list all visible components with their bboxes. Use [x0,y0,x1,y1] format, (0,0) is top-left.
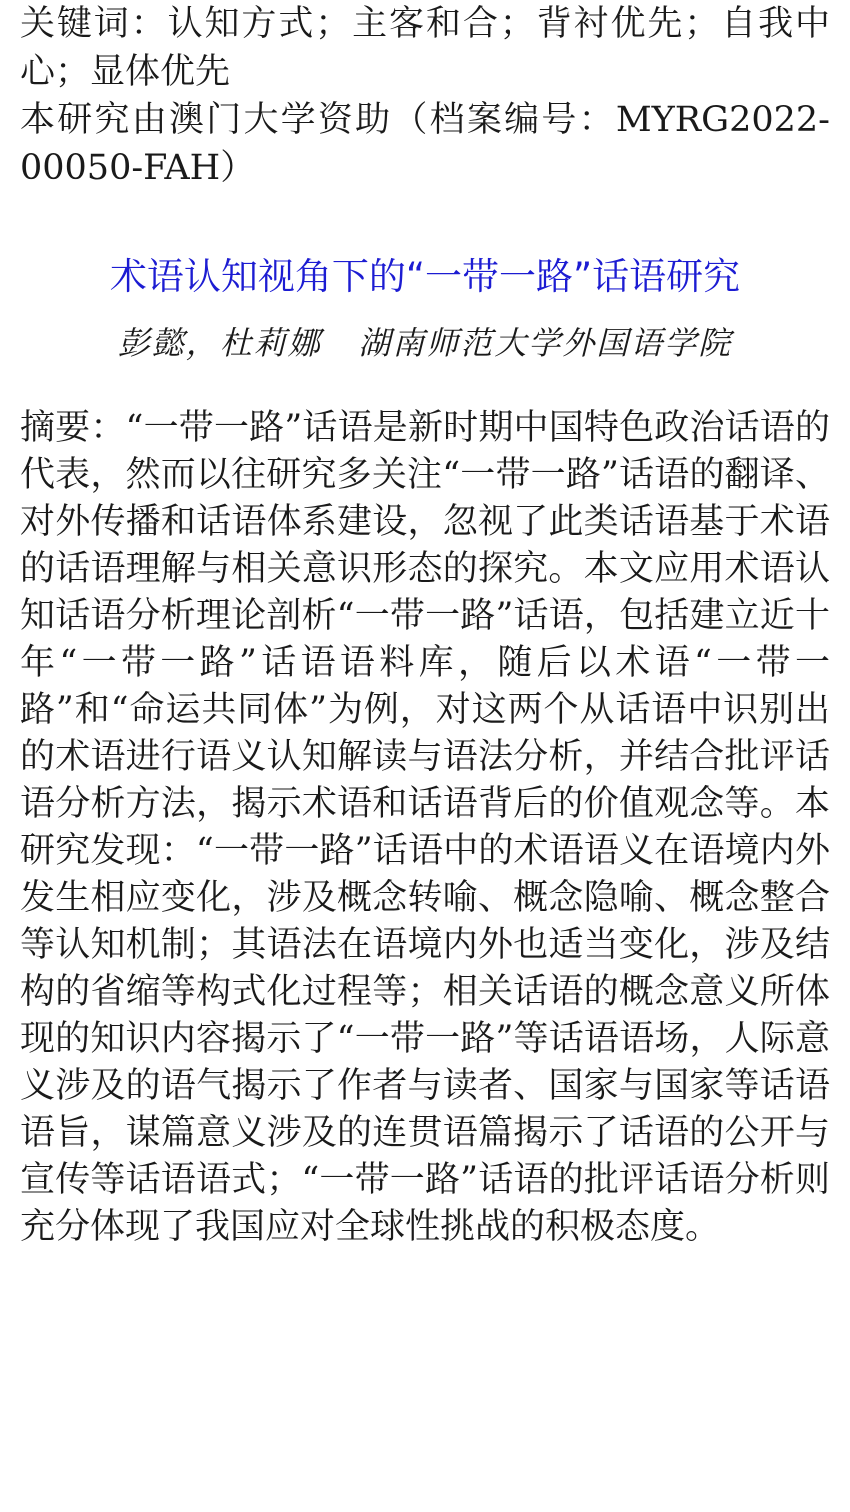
author-affiliation: 湖南师范大学外国语学院 [358,324,733,362]
article-title: 术语认知视角下的“一带一路”话语研究 [109,255,741,298]
article-abstract: 摘要：“一带一路”话语是新时期中国特色政治话语的代表，然而以往研究多关注“一带一路”话语的翻译、对外传播和话语体系建设，忽视了此类话语基于术语的话语理解与相关意识形态的探究。本文应用术语认知话语分析理论剖析“一带一路”话语，包括建立近十年“一带一路”话语语料库，随后以术语“一带一路”和“命运共同体”为例，对这两个从话语中识别出的术语进行语义认知解读与语法分析，并结合批评话语分析方法，揭示术语和话语背后的价值观念等。本研究发现：“一带一路”话语中的术语语义在语境内外发生相应变化，涉及概念转喻、概念隐喻、概念整合等认知机制；其语法在语境内外也适当变化，涉及结构的省缩等构式化过程等；相关话语的概念意义所体现的知识内容揭示了“一带一路”等话语语场，人际意义涉及的语气揭示了作者与读者、国家与国家等话语语旨，谋篇意义涉及的连贯语篇揭示了话语的公开与宣传等话语语式；“一带一路”话语的批评话语分析则充分体现了我国应对全球性挑战的积极态度。 [20,408,830,1247]
keywords-line: 关键词：认知方式；主客和合；背衬优先；自我中心；显体优先 [20,4,830,92]
previous-article-tail [20,0,830,192]
funding-note: 本研究由澳门大学资助（档案编号：MYRG2022-00050-FAH） [20,100,830,188]
author-names: 彭懿，杜莉娜 [117,324,322,362]
author-line [0,320,850,366]
